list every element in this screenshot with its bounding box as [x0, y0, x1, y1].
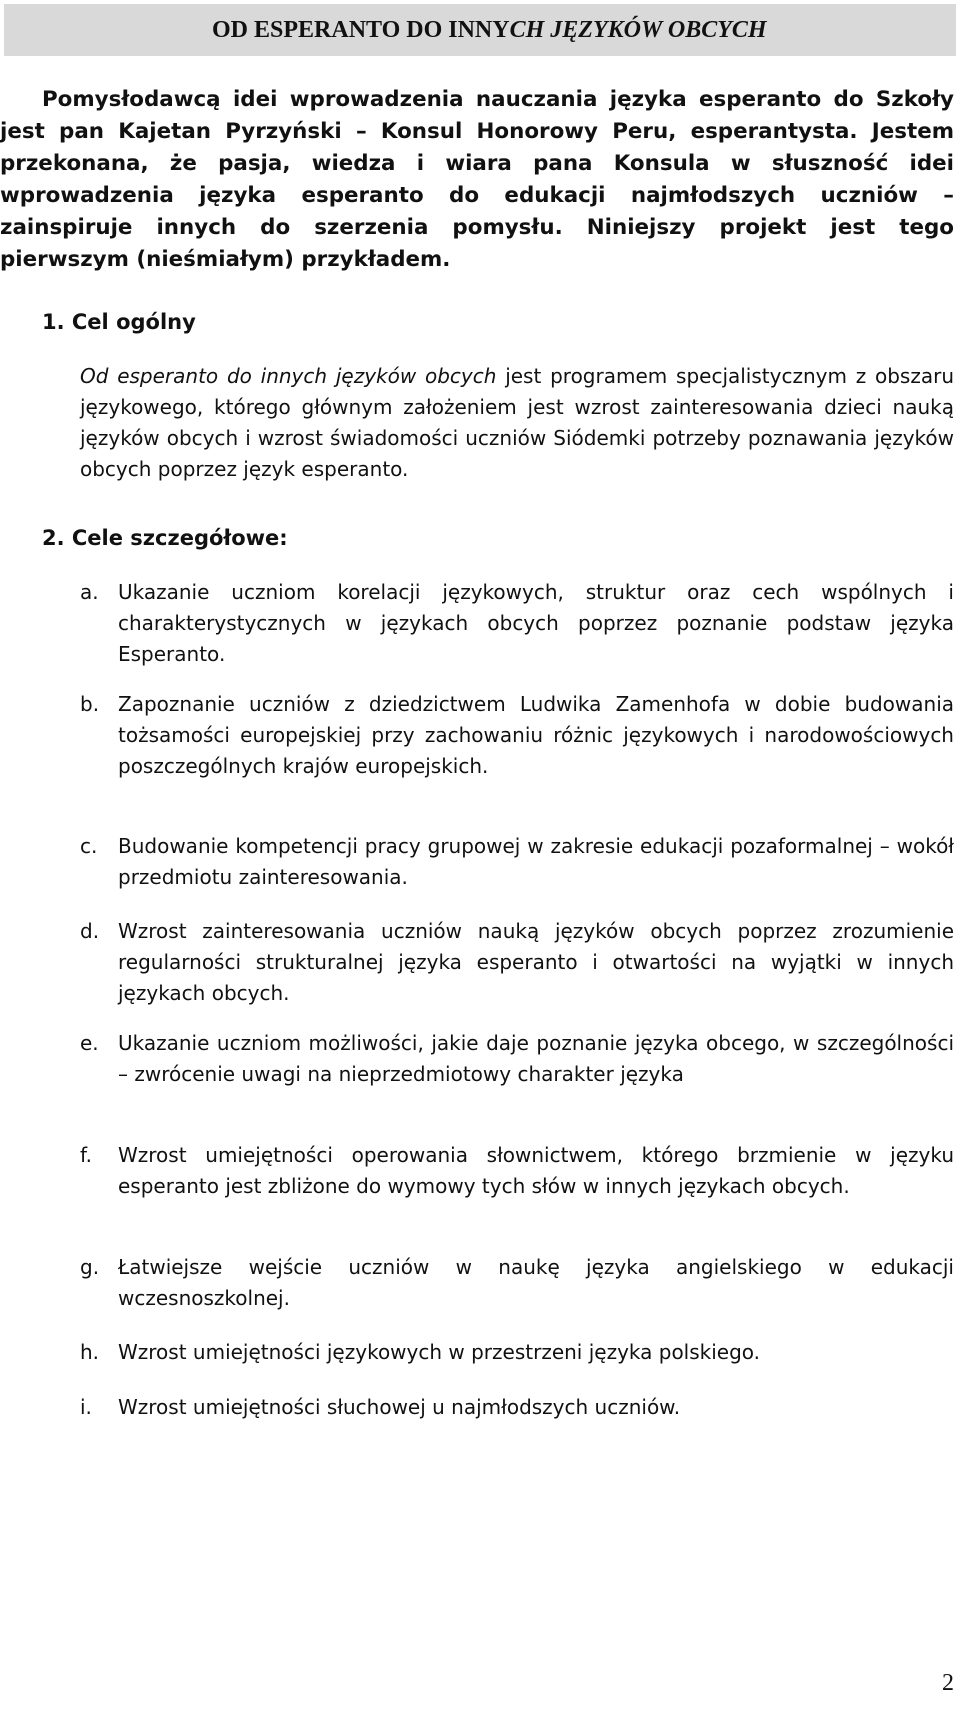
list-item [80, 689, 954, 782]
list-item-marker: e. [80, 1031, 99, 1055]
list-item [80, 916, 954, 1009]
page-title-part2: CH JĘZYKÓW OBCYCH [509, 16, 767, 43]
list-item-text: Ukazanie uczniom korelacji językowych, struktur oraz cech wspólnych i charakterystycznych w językach obcych poprzez poznanie podstaw języka Esperanto. [118, 580, 954, 666]
list-item [80, 1392, 954, 1423]
list-item-text: Budowanie kompetencji pracy grupowej w zakresie edukacji pozaformalnej – wokół przedmiotu zainteresowania. [118, 834, 954, 889]
list-item [80, 577, 954, 670]
list-item-marker: f. [80, 1143, 92, 1167]
section-heading-general-goal: 1. Cel ogólny [42, 310, 196, 334]
section-heading-detailed-goals: 2. Cele szczegółowe: [42, 526, 288, 550]
list-item-text: Zapoznanie uczniów z dziedzictwem Ludwika Zamenhofa w dobie budowania tożsamości europejskiej przy zachowaniu różnic językowych i narodowościowych poszczególnych krajów europejskich. [118, 692, 954, 778]
list-item-text: Wzrost zainteresowania uczniów nauką języków obcych poprzez zrozumienie regularności strukturalnej języka esperanto i otwartości na wyjątki w innych językach obcych. [118, 919, 954, 1005]
list-item-text: Wzrost umiejętności językowych w przestrzeni języka polskiego. [118, 1340, 761, 1364]
list-item-text: Wzrost umiejętności operowania słownictwem, którego brzmienie w języku esperanto jest zbliżone do wymowy tych słów w innych językach obcych. [118, 1143, 954, 1198]
list-item-marker: a. [80, 580, 99, 604]
list-item-marker: i. [80, 1395, 92, 1419]
list-item-marker: d. [80, 919, 100, 943]
general-goal-text: jest programem specjalistycznym z obszaru językowego, którego głównym założeniem jest wzrost zainteresowania dzieci nauką języków obcych i wzrost świadomości uczniów Siódemki potrzeby poznawania języków obcych poprzez język esperanto. [80, 364, 954, 481]
list-item-marker: c. [80, 834, 98, 858]
list-item [80, 1252, 954, 1314]
page-title-part1: OD ESPERANTO DO INNY [212, 16, 510, 43]
list-item [80, 831, 954, 893]
page-number: 2 [942, 1670, 954, 1696]
list-item-marker: b. [80, 692, 100, 716]
list-item [80, 1140, 954, 1202]
list-item [80, 1337, 954, 1368]
page-title [212, 17, 767, 44]
list-item-text: Ukazanie uczniom możliwości, jakie daje poznanie języka obcego, w szczególności – zwrócenie uwagi na nieprzedmiotowy charakter języka [118, 1031, 954, 1086]
program-name: Od esperanto do innych języków obcych [80, 364, 497, 388]
list-item [80, 1028, 954, 1090]
intro-paragraph: Pomysłodawcą idei wprowadzenia nauczania języka esperanto do Szkoły jest pan Kajetan Pyrzyński – Konsul Honorowy Peru, esperantysta. Jestem przekonana, że pasja, wiedza i wiara pana Konsula w słuszność idei wprowadzenia języka esperanto do edukacji najmłodszych uczniów – zainspiruje innych do szerzenia pomysłu. Niniejszy projekt jest tego pierwszym (nieśmiałym) przykładem. [0, 87, 954, 272]
list-item-marker: h. [80, 1340, 100, 1364]
title-bar [4, 4, 956, 56]
list-item-text: Wzrost umiejętności słuchowej u najmłodszych uczniów. [118, 1395, 681, 1419]
list-item-text: Łatwiejsze wejście uczniów w naukę języka angielskiego w edukacji wczesnoszkolnej. [118, 1255, 954, 1310]
general-goal-paragraph [80, 361, 954, 485]
list-item-marker: g. [80, 1255, 100, 1279]
